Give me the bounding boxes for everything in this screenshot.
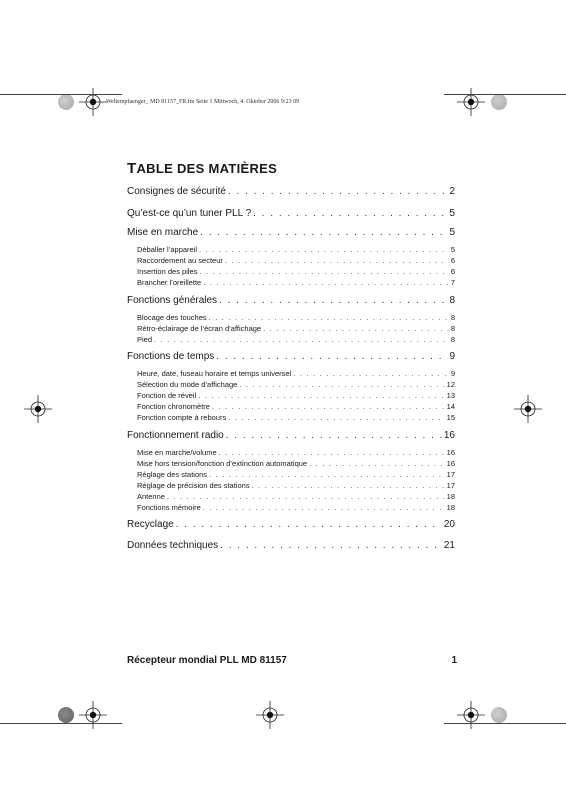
toc-entry-label: Fonction chronomètre [137, 402, 210, 411]
toc-entry-page: 5 [449, 227, 455, 238]
registration-crosshair-icon [513, 394, 543, 424]
toc-entry-label: Fonctions générales [127, 295, 218, 306]
registration-crosshair-icon [456, 87, 486, 117]
toc-entry-label: Insertion des piles [137, 267, 198, 276]
toc-subentry-oreillette[interactable] [137, 278, 455, 287]
toc-leader-dots [203, 278, 449, 287]
toc-entry-donnees-techniques[interactable] [127, 540, 455, 551]
toc-entry-page: 20 [443, 519, 455, 530]
toc-leader-dots [154, 335, 449, 344]
toc-entry-label: Données techniques [127, 540, 219, 551]
toc-leader-dots [219, 295, 447, 306]
toc-entry-label: Mise en marche/volume [137, 448, 217, 457]
toc-subentry-precision[interactable] [137, 481, 455, 490]
toc-entry-fonctionnement-radio[interactable] [127, 430, 455, 441]
toc-entry-page: 5 [449, 208, 455, 219]
toc-subentry-chronometre[interactable] [137, 402, 455, 411]
toc-leader-dots [200, 227, 447, 238]
toc-subentry-reveil[interactable] [137, 391, 455, 400]
footer-page-number: 1 [451, 655, 457, 666]
toc-entry-label: Fonction compte à rebours [137, 413, 227, 422]
registration-disc-icon [491, 94, 507, 110]
trim-line [444, 723, 566, 724]
toc-entry-fonctions-generales[interactable] [127, 295, 455, 306]
toc-subentry-deballer[interactable] [137, 245, 455, 254]
toc-leader-dots [176, 519, 442, 530]
toc-leader-dots [239, 380, 444, 389]
toc-leader-dots [293, 369, 449, 378]
toc-entry-label: Mise hors tension/fonction d’extinction automatique [137, 459, 308, 468]
toc-entry-page: 14 [446, 402, 455, 411]
toc-entry-page: 6 [450, 256, 455, 265]
toc-leader-dots [253, 208, 447, 219]
toc-subentry-extinction[interactable] [137, 459, 455, 468]
toc-subentry-heure-date[interactable] [137, 369, 455, 378]
toc-leader-dots [252, 481, 445, 490]
toc-leader-dots [199, 245, 449, 254]
toc-leader-dots [309, 459, 445, 468]
toc-entry-label: Fonction de réveil [137, 391, 197, 400]
toc-subentry-mode-affichage[interactable] [137, 380, 455, 389]
toc-subentry-retro-eclairage[interactable] [137, 324, 455, 333]
toc-entry-securite[interactable] [127, 186, 455, 197]
toc-leader-dots [219, 448, 445, 457]
toc-entry-page: 6 [450, 267, 455, 276]
toc-entry-page: 8 [450, 313, 455, 322]
registration-crosshair-icon [78, 700, 108, 730]
toc-entry-fonctions-temps[interactable] [127, 351, 455, 362]
toc-entry-page: 9 [449, 351, 455, 362]
toc-leader-dots [198, 391, 444, 400]
toc-entry-label: Brancher l’oreillette [137, 278, 202, 287]
registration-disc-icon [58, 94, 74, 110]
toc-subentry-reglage-stations[interactable] [137, 470, 455, 479]
toc-leader-dots [203, 503, 445, 512]
toc-entry-label: Rétro-éclairage de l’écran d’affichage [137, 324, 262, 333]
toc-entry-page: 7 [450, 278, 455, 287]
registration-disc-icon [491, 707, 507, 723]
toc-leader-dots [263, 324, 449, 333]
toc-entry-label: Raccordement au secteur [137, 256, 223, 265]
toc-entry-page: 16 [446, 448, 455, 457]
toc-entry-label: Qu’est-ce qu’un tuner PLL ? [127, 208, 252, 219]
toc-entry-page: 8 [449, 295, 455, 306]
page-title [127, 160, 277, 177]
toc-entry-label: Fonctions mémoire [137, 503, 201, 512]
toc-entry-page: 9 [450, 369, 455, 378]
toc-leader-dots [212, 402, 445, 411]
toc-entry-label: Heure, date, fuseau horaire et temps universel [137, 369, 292, 378]
registration-crosshair-icon [456, 700, 486, 730]
toc-entry-label: Réglage de précision des stations [137, 481, 250, 490]
toc-subentry-blocage[interactable] [137, 313, 455, 322]
toc-entry-label: Sélection du mode d’affichage [137, 380, 238, 389]
toc-leader-dots [209, 313, 449, 322]
registration-crosshair-icon [78, 87, 108, 117]
trim-line [0, 94, 122, 95]
toc-entry-label: Réglage des stations [137, 470, 208, 479]
toc-entry-page: 2 [449, 186, 455, 197]
trim-line [0, 723, 122, 724]
toc-leader-dots [225, 256, 449, 265]
toc-leader-dots [228, 413, 444, 422]
toc-entry-label: Recyclage [127, 519, 174, 530]
toc-subentry-piles[interactable] [137, 267, 455, 276]
toc-leader-dots [220, 540, 442, 551]
toc-entry-page: 16 [443, 430, 455, 441]
toc-leader-dots [226, 430, 442, 441]
registration-crosshair-icon [255, 700, 285, 730]
toc-entry-page: 8 [450, 335, 455, 344]
toc-leader-dots [199, 267, 448, 276]
print-slug-line: Weltempfaenger_ MD 81157_FR.fm Seite 1 Mittwoch, 4. Oktober 2006 9:23 09 [106, 99, 300, 105]
toc-subentry-volume[interactable] [137, 448, 455, 457]
toc-entry-page: 13 [446, 391, 455, 400]
toc-entry-page: 21 [443, 540, 455, 551]
registration-crosshair-icon [23, 394, 53, 424]
toc-leader-dots [216, 351, 447, 362]
toc-entry-page: 18 [446, 492, 455, 501]
toc-subentry-pied[interactable] [137, 335, 455, 344]
toc-entry-label: Fonctionnement radio [127, 430, 224, 441]
toc-entry-label: Mise en marche [127, 227, 199, 238]
toc-entry-page: 17 [446, 470, 455, 479]
title-initial: T [127, 160, 137, 177]
toc-entry-page: 18 [446, 503, 455, 512]
registration-disc-icon [58, 707, 74, 723]
toc-entry-mise-en-marche[interactable] [127, 227, 455, 238]
trim-line [444, 94, 566, 95]
toc-entry-page: 15 [446, 413, 455, 422]
toc-leader-dots [209, 470, 445, 479]
toc-entry-label: Pied [137, 335, 153, 344]
toc-entry-label: Déballer l’appareil [137, 245, 198, 254]
toc-subentry-compte-rebours[interactable] [137, 413, 455, 422]
toc-entry-page: 8 [450, 324, 455, 333]
title-rest: ABLE DES MATIÈRES [136, 161, 278, 176]
toc-entry-page: 5 [450, 245, 455, 254]
toc-entry-label: Blocage des touches [137, 313, 207, 322]
toc-subentry-antenne[interactable] [137, 492, 455, 501]
footer-product-name: Récepteur mondial PLL MD 81157 [127, 655, 287, 666]
toc-entry-label: Consignes de sécurité [127, 186, 226, 197]
toc-entry-recyclage[interactable] [127, 519, 455, 530]
toc-entry-page: 17 [446, 481, 455, 490]
toc-entry-page: 16 [446, 459, 455, 468]
toc-leader-dots [228, 186, 447, 197]
toc-entry-tuner-pll[interactable] [127, 208, 455, 219]
toc-subentry-raccordement[interactable] [137, 256, 455, 265]
toc-subentry-memoire[interactable] [137, 503, 455, 512]
toc-entry-label: Antenne [137, 492, 165, 501]
toc-entry-label: Fonctions de temps [127, 351, 215, 362]
toc-leader-dots [167, 492, 445, 501]
toc-entry-page: 12 [446, 380, 455, 389]
